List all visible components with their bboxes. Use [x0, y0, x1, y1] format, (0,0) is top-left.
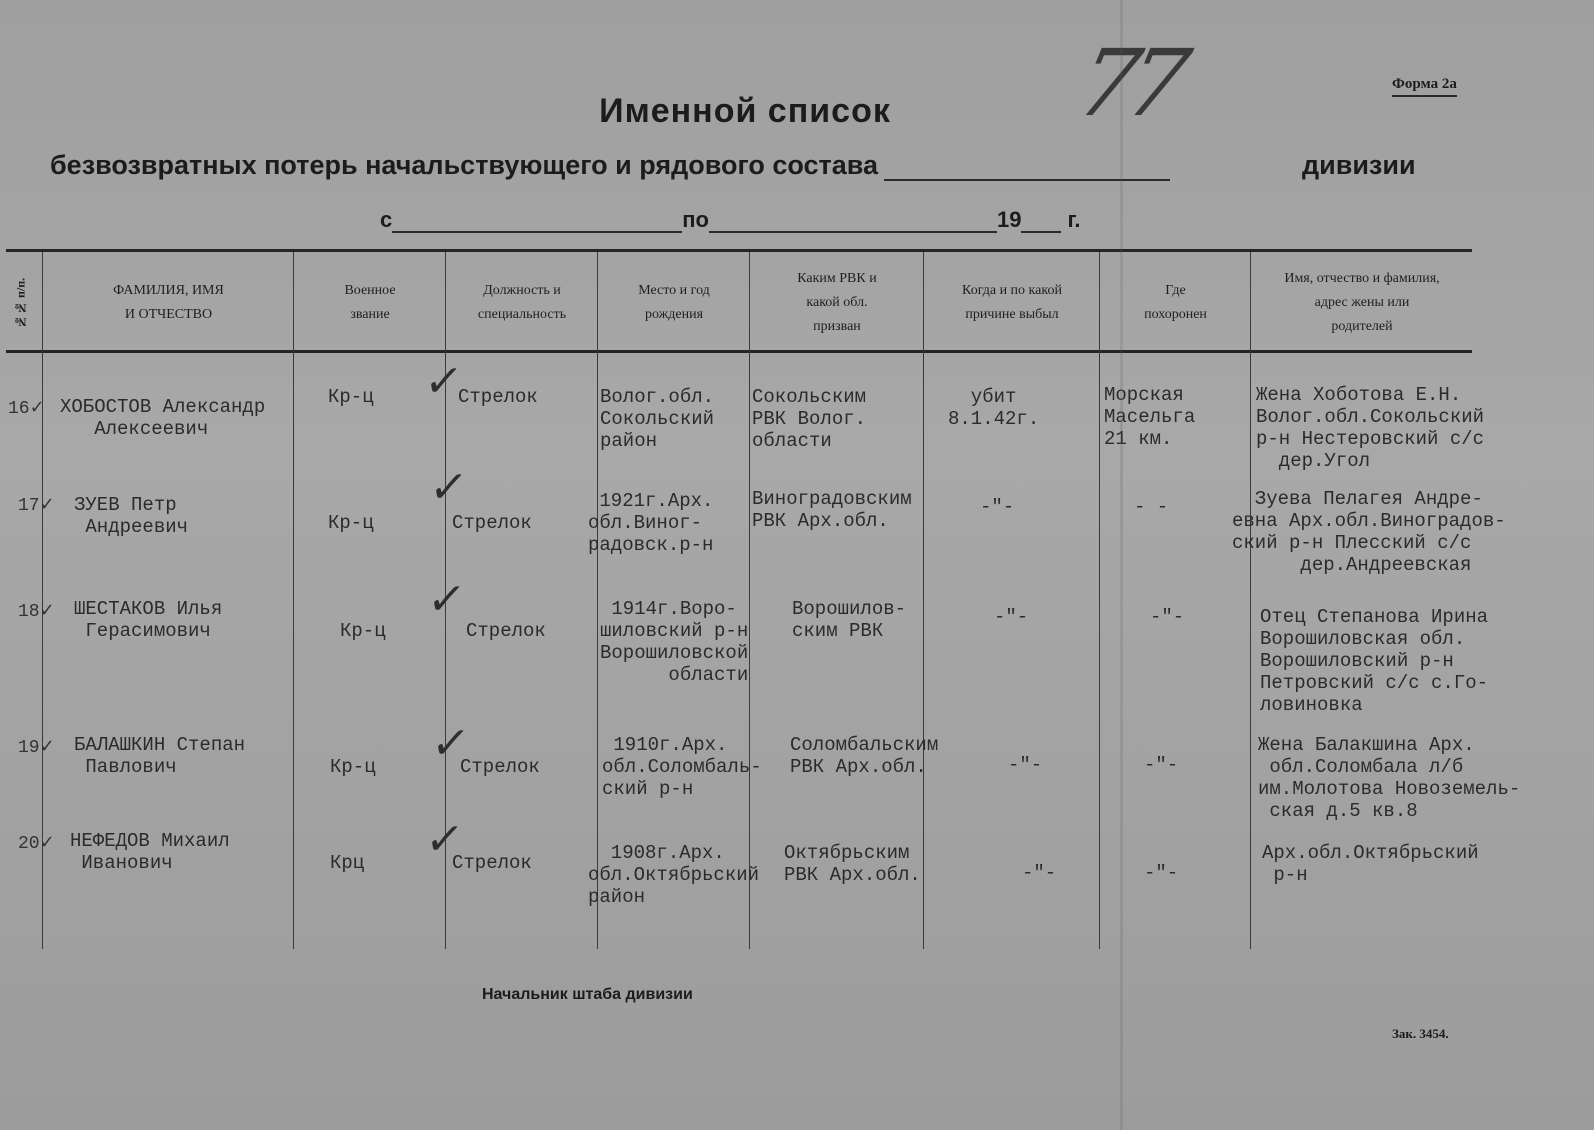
checkmark-icon: ✓	[428, 718, 473, 769]
row-number-text: 20	[18, 834, 40, 854]
row-number-text: 16	[8, 399, 30, 419]
form-label: Форма 2а	[1392, 76, 1457, 97]
table-header-rule	[6, 350, 1472, 353]
cell-name: ШЕСТАКОВ Илья Герасимович	[74, 598, 223, 642]
period-year-suffix: г.	[1067, 207, 1081, 232]
cell-rank: Кр-ц	[328, 386, 374, 408]
cell-buried: - -	[1134, 496, 1169, 518]
period-from-blank	[392, 211, 682, 233]
header-position: Должность и специальность	[477, 283, 567, 322]
cell-position: Стрелок	[466, 620, 546, 642]
cell-relatives: Жена Балакшина Арх. обл.Соломбала л/б им.Молотова Новоземель- ская д.5 кв.8	[1258, 734, 1521, 822]
header-birth: Место и год рождения	[638, 283, 710, 322]
row-number	[8, 397, 45, 419]
cell-birth: Волог.обл. Сокольский район	[600, 386, 715, 452]
order-number: Зак. 3454.	[1392, 1026, 1449, 1041]
period-year-label: 19	[996, 207, 1022, 232]
cell-relatives: Отец Степанова Ирина Ворошиловская обл. Ворошиловский р-н Петровский с/с с.Го- ловиновка	[1260, 606, 1489, 716]
row-number	[18, 494, 55, 516]
cell-relatives: Жена Хоботова Е.Н. Волог.обл.Сокольский р-н Нестеровский с/с дер.Угол	[1256, 384, 1485, 472]
cell-rank: Кр-ц	[330, 756, 376, 778]
checkmark-icon: ✓	[426, 462, 471, 513]
header-rvk: Каким РВК и какой обл. призван	[797, 271, 877, 334]
cell-name: БАЛАШКИН Степан Павлович	[74, 734, 246, 778]
checkmark-icon: ✓	[424, 574, 469, 625]
period-from-label: с	[380, 207, 393, 232]
cell-rank: Кр-ц	[340, 620, 386, 642]
checkmark-icon: ✓	[29, 397, 45, 418]
cell-birth: 1910г.Арх. обл.Соломбаль- ский р-н	[602, 734, 762, 800]
cell-rank: Кр-ц	[328, 512, 374, 534]
checkmark-icon: ✓	[421, 356, 466, 407]
signature-label: Начальник штаба дивизии	[482, 986, 693, 1003]
checkmark-icon: ✓	[39, 600, 55, 621]
header-relatives: Имя, отчество и фамилия, адрес жены или родителей	[1284, 271, 1440, 334]
row-number-text: 17	[18, 496, 40, 516]
cell-relatives: Арх.обл.Октябрьский р-н	[1262, 842, 1479, 886]
cell-when: убит 8.1.42г.	[948, 386, 1040, 430]
page-title: Именной список	[599, 92, 891, 130]
cell-when: -"-	[980, 496, 1015, 518]
cell-rvk: Соломбальским РВК Арх.обл.	[790, 734, 939, 778]
cell-birth: 1921г.Арх. обл.Виног- радовск.р-н	[588, 490, 714, 556]
row-number	[18, 600, 55, 622]
division-blank	[884, 155, 1170, 181]
cell-name: ХОБОСТОВ Александр Алексеевич	[60, 396, 266, 440]
cell-buried: -"-	[1144, 754, 1179, 776]
header-when: Когда и по какой причине выбыл	[962, 283, 1062, 322]
cell-rvk: Ворошилов- ским РВК	[792, 598, 907, 642]
cell-when: -"-	[1022, 862, 1057, 884]
cell-buried: -"-	[1144, 862, 1179, 884]
header-name: ФАМИЛИЯ, ИМЯ И ОТЧЕСТВО	[113, 283, 224, 322]
checkmark-icon: ✓	[39, 494, 55, 515]
cell-buried: -"-	[1150, 606, 1185, 628]
header-buried: Где похоронен	[1144, 283, 1207, 322]
checkmark-icon: ✓	[39, 736, 55, 757]
cell-relatives: Зуева Пелагея Андре- евна Арх.обл.Виноградов- ский р-н Плесский с/с дер.Андреевская	[1232, 488, 1506, 576]
cell-birth: 1908г.Арх. обл.Октябрьский район	[588, 842, 760, 908]
checkmark-icon: ✓	[422, 814, 467, 865]
cell-position: Стрелок	[452, 512, 532, 534]
period-line	[380, 207, 1081, 233]
cell-position: Стрелок	[452, 852, 532, 874]
row-number	[18, 832, 55, 854]
cell-rvk: Сокольским РВК Волог. области	[752, 386, 867, 452]
column-divider	[923, 252, 924, 949]
subtitle	[50, 150, 1170, 181]
cell-when: -"-	[994, 606, 1029, 628]
row-number	[18, 736, 55, 758]
cell-position: Стрелок	[458, 386, 538, 408]
row-number-text: 18	[18, 602, 40, 622]
checkmark-icon: ✓	[39, 832, 55, 853]
cell-rvk: Виноградовским РВК Арх.обл.	[752, 488, 912, 532]
cell-buried: Морская Масельга 21 км.	[1104, 384, 1196, 450]
period-year-blank	[1021, 211, 1061, 233]
cell-rank: Крц	[330, 852, 365, 874]
table-top-rule	[6, 249, 1472, 252]
cell-name: ЗУЕВ Петр Андреевич	[74, 494, 189, 538]
column-divider	[293, 252, 294, 949]
period-to-label: по	[682, 207, 709, 232]
cell-rvk: Октябрьским РВК Арх.обл.	[784, 842, 921, 886]
cell-position: Стрелок	[460, 756, 540, 778]
subtitle-text: безвозвратных потерь начальствующего и рядового состава	[50, 150, 879, 180]
handwritten-page-number: 77	[1068, 30, 1189, 137]
period-to-blank	[709, 211, 997, 233]
header-rank: Военное звание	[344, 283, 396, 322]
column-divider	[1099, 252, 1100, 949]
subtitle-suffix: дивизии	[1302, 150, 1416, 180]
row-number-text: 19	[18, 738, 40, 758]
cell-when: -"-	[1008, 754, 1043, 776]
cell-name: НЕФЕДОВ Михаил Иванович	[70, 830, 230, 874]
cell-birth: 1914г.Воро- шиловский р-н Ворошиловской области	[600, 598, 749, 686]
column-divider	[1250, 252, 1251, 949]
header-num: №№ п/п.	[13, 277, 28, 329]
